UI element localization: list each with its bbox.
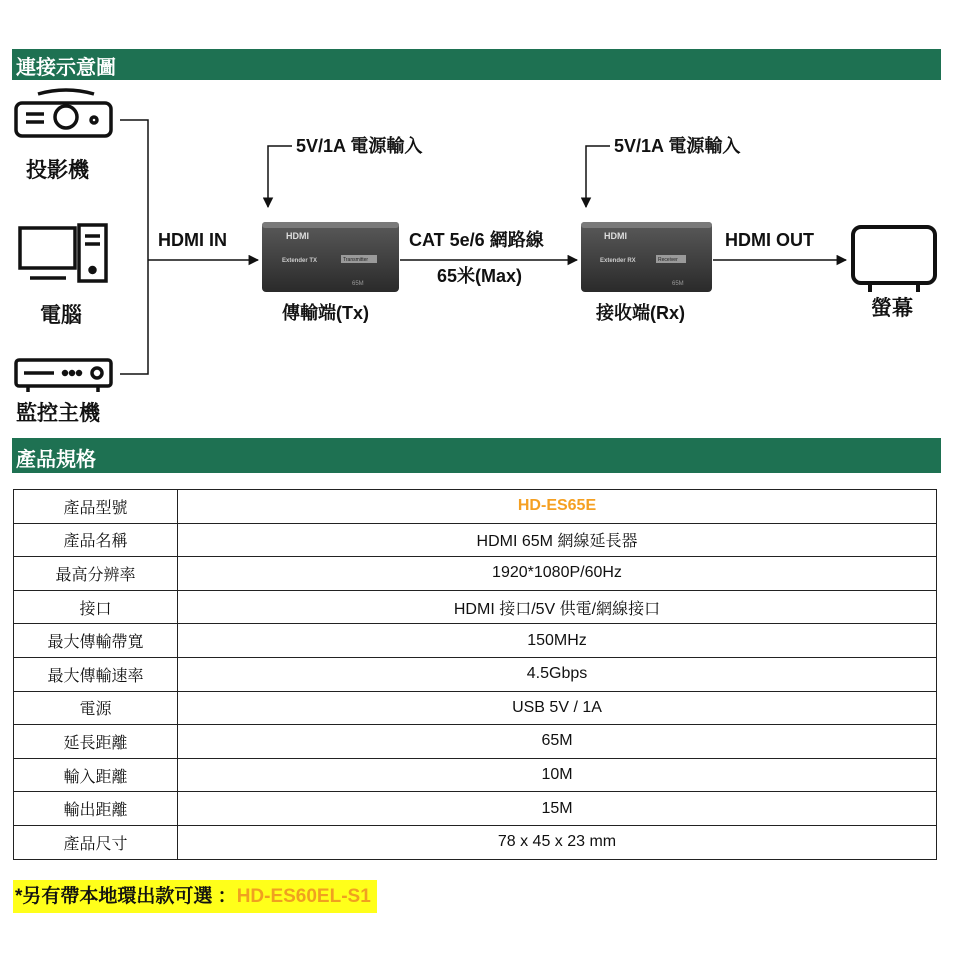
transmitter-device [262, 222, 399, 292]
cable-label: CAT 5e/6 網路線 [409, 230, 544, 250]
table-row [14, 523, 937, 557]
spec-value: 15M [178, 792, 937, 826]
distance-label: 65米(Max) [437, 266, 523, 286]
monitor-icon [853, 227, 935, 292]
spec-key: 輸入距離 [14, 758, 178, 792]
spec-key: 產品型號 [14, 490, 178, 524]
table-row [14, 825, 937, 859]
spec-value: 150MHz [178, 624, 937, 658]
spec-table [13, 489, 937, 860]
spec-section-header [12, 438, 941, 473]
receiver-device [581, 222, 712, 292]
spec-value: 1920*1080P/60Hz [178, 557, 937, 591]
spec-key: 最大傳輸速率 [14, 657, 178, 691]
source-bracket [120, 120, 148, 374]
table-row [14, 590, 937, 624]
spec-value: HDMI 65M 網線延長器 [178, 523, 937, 557]
footnote-alt-model: HD-ES60EL-S1 [236, 886, 371, 907]
spec-key: 接口 [14, 590, 178, 624]
tx-model-line: Extender TX [282, 258, 318, 264]
spec-value: USB 5V / 1A [178, 691, 937, 725]
footnote-text: *另有帶本地環出款可選 ： [15, 886, 237, 907]
table-row [14, 557, 937, 591]
power-label-tx: 5V/1A 電源輸入 [296, 136, 423, 156]
connection-diagram [0, 85, 960, 435]
hdmi-out-label: HDMI OUT [725, 230, 814, 250]
source-label-projector: 投影機 [26, 159, 89, 182]
spec-value: 78 x 45 x 23 mm [178, 825, 937, 859]
spec-value: 65M [178, 725, 937, 759]
source-label-computer: 電腦 [40, 304, 82, 327]
display-label: 螢幕 [871, 297, 913, 320]
power-label-rx: 5V/1A 電源輸入 [614, 136, 741, 156]
tx-label: 傳輸端(Tx) [282, 303, 369, 323]
spec-key: 產品名稱 [14, 523, 178, 557]
table-row [14, 624, 937, 658]
footnote [13, 880, 377, 913]
table-row [14, 691, 937, 725]
spec-key: 最大傳輸帶寬 [14, 624, 178, 658]
projector-icon [16, 90, 111, 136]
rx-label: 接收端(Rx) [596, 303, 685, 323]
spec-section-title: 產品規格 [16, 449, 96, 471]
tx-spec: 65M [352, 281, 364, 287]
table-row [14, 490, 937, 524]
table-row [14, 657, 937, 691]
spec-value: 10M [178, 758, 937, 792]
table-row [14, 758, 937, 792]
rx-brand: HDMI [604, 231, 627, 241]
connection-section-header [12, 49, 941, 80]
power-arrow-rx [586, 146, 610, 207]
rx-badge: Receiver [658, 257, 678, 263]
tx-badge: Transmitter [343, 257, 369, 263]
rx-model-line: Extender RX [600, 258, 636, 264]
power-arrow-tx [268, 146, 292, 207]
rx-spec: 65M [672, 281, 684, 287]
table-row [14, 792, 937, 826]
spec-key: 產品尺寸 [14, 825, 178, 859]
spec-value-model: HD-ES65E [178, 490, 937, 524]
dvr-icon [16, 360, 111, 392]
spec-value: 4.5Gbps [178, 657, 937, 691]
table-row [14, 725, 937, 759]
tx-brand: HDMI [286, 231, 309, 241]
computer-icon [20, 225, 106, 281]
spec-value: HDMI 接口/5V 供電/網線接口 [178, 590, 937, 624]
spec-key: 電源 [14, 691, 178, 725]
source-label-dvr: 監控主機 [16, 402, 100, 425]
hdmi-in-label: HDMI IN [158, 230, 227, 250]
spec-key: 最高分辨率 [14, 557, 178, 591]
connection-section-title: 連接示意圖 [16, 57, 116, 79]
spec-key: 延長距離 [14, 725, 178, 759]
spec-key: 輸出距離 [14, 792, 178, 826]
